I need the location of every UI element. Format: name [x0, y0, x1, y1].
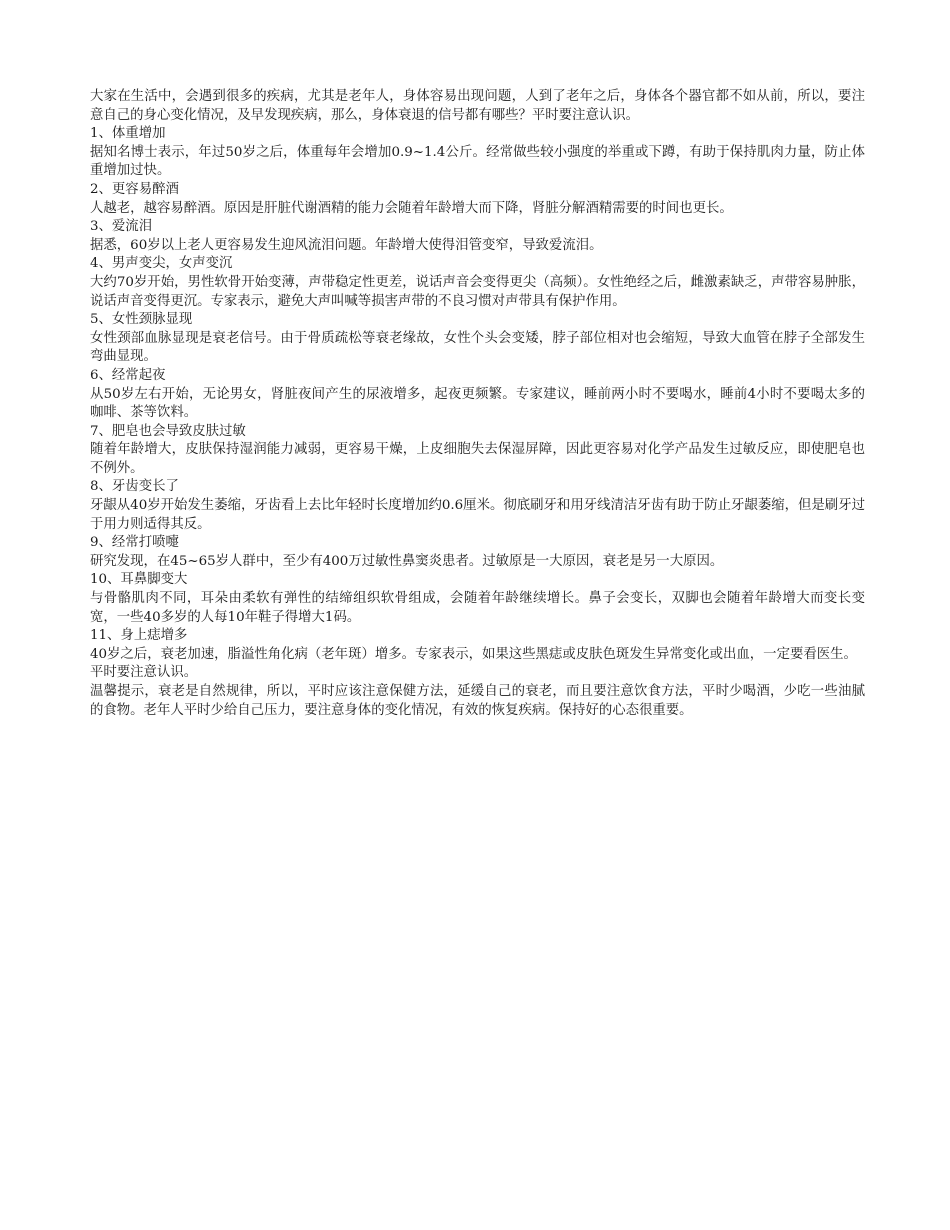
closing-line: 平时要注意认识。 [90, 665, 198, 681]
section-body-3: 据悉，60岁以上老人更容易发生迎风流泪问题。年龄增大使得泪管变窄，导致爱流泪。 [90, 237, 603, 253]
section-body-2: 人越老，越容易醉酒。原因是肝脏代谢酒精的能力会随着年龄增大而下降，肾脏分解酒精需要的时间也更长。 [90, 200, 733, 216]
section-body-11: 40岁之后，衰老加速，脂溢性角化病（老年斑）增多。专家表示，如果这些黑痣或皮肤色斑发生异常变化或出血，一定要看医生。 [90, 646, 857, 662]
section-heading-1: 1、体重增加 [90, 126, 166, 142]
section-body-7: 随着年龄增大，皮肤保持湿润能力减弱，更容易干燥，上皮细胞失去保湿屏障，因此更容易对化学产品发生过敏反应，即使肥皂也不例外。 [90, 442, 865, 476]
section-heading-7: 7、肥皂也会导致皮肤过敏 [90, 423, 246, 439]
section-heading-9: 9、经常打喷嚏 [90, 535, 179, 551]
section-heading-4: 4、男声变尖，女声变沉 [90, 256, 233, 272]
section-body-6: 从50岁左右开始，无论男女，肾脏夜间产生的尿液增多，起夜更频繁。专家建议，睡前两小时不要喝水，睡前4小时不要喝太多的咖啡、茶等饮料。 [90, 386, 865, 421]
section-heading-3: 3、爱流泪 [90, 219, 153, 235]
intro-paragraph: 大家在生活中，会遇到很多的疾病，尤其是老年人，身体容易出现问题，人到了老年之后，身体各个器官都不如从前，所以，要注意自己的身心变化情况，及早发现疾病，那么，身体衰退的信号都有哪些？平时要注意认识。 [90, 89, 865, 123]
section-body-1: 据知名博士表示，年过50岁之后，体重每年会增加0.9~1.4公斤。经常做些较小强度的举重或下蹲，有助于保持肌肉力量，防止体重增加过快。 [90, 144, 865, 179]
section-heading-6: 6、经常起夜 [90, 367, 166, 383]
section-heading-8: 8、牙齿变长了 [90, 479, 179, 495]
tip-paragraph: 温馨提示，衰老是自然规律，所以，平时应该注意保健方法，延缓自己的衰老，而且要注意饮食方法，平时少喝酒，少吃一些油腻的食物。老年人平时少给自己压力，要注意身体的变化情况，有效的恢复疾病。保持好的心态很重要。 [90, 684, 865, 718]
section-body-8: 牙龈从40岁开始发生萎缩，牙齿看上去比年轻时长度增加约0.6厘米。彻底刷牙和用牙线清洁牙齿有助于防止牙龈萎缩，但是刷牙过于用力则适得其反。 [90, 498, 865, 532]
section-heading-11: 11、身上痣增多 [90, 628, 188, 644]
section-body-9: 研究发现，在45~65岁人群中，至少有400万过敏性鼻窦炎患者。过敏原是一大原因，衰老是另一大原因。 [90, 553, 724, 569]
section-heading-2: 2、更容易醉酒 [90, 181, 179, 197]
section-heading-10: 10、耳鼻脚变大 [90, 572, 188, 588]
section-heading-5: 5、女性颈脉显现 [90, 312, 193, 328]
section-body-5: 女性颈部血脉显现是衰老信号。由于骨质疏松等衰老缘故，女性个头会变矮，脖子部位相对也会缩短，导致大血管在脖子全部发生弯曲显现。 [90, 330, 865, 365]
article [90, 88, 865, 720]
section-body-10: 与骨骼肌肉不同，耳朵由柔软有弹性的结缔组织软骨组成，会随着年龄继续增长。鼻子会变长，双脚也会随着年龄增大而变长变宽，一些40多岁的人每10年鞋子得增大1码。 [90, 591, 865, 625]
section-body-4: 大约70岁开始，男性软骨开始变薄，声带稳定性更差，说话声音会变得更尖（高频）。女性绝经之后，雌激素缺乏，声带容易肿胀，说话声音变得更沉。专家表示，避免大声叫喊等损害声带的不良习惯对声带具有保护作用。 [90, 274, 865, 309]
